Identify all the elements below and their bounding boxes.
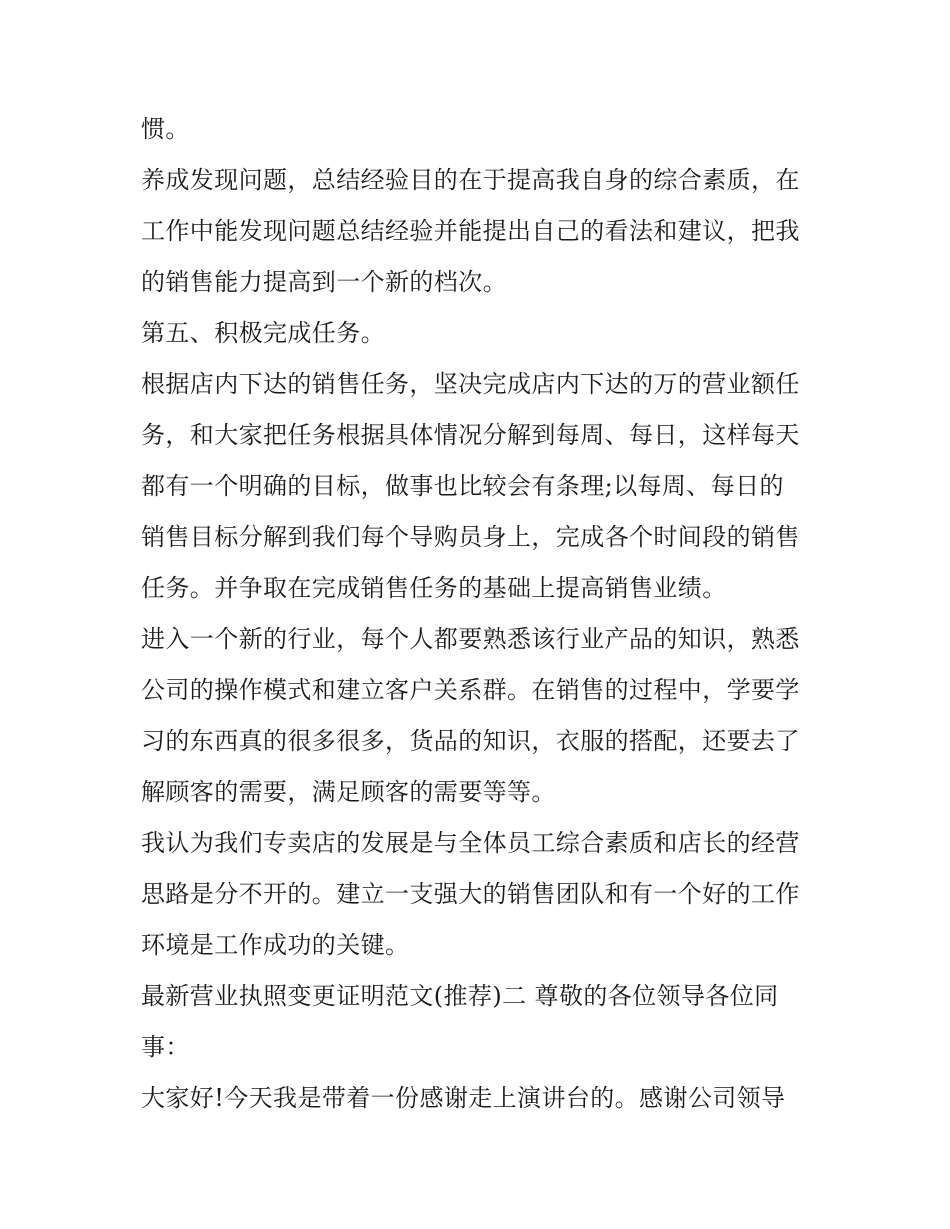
text-line: 习的东西真的很多很多，货品的知识，衣服的搭配，还要去了	[141, 727, 800, 755]
text-line: 思路是分不开的。建立一支强大的销售团队和有一个好的工作	[141, 880, 800, 908]
document-body	[141, 104, 821, 1124]
text-line: 大家好!今天我是带着一份感谢走上演讲台的。感谢公司领导	[141, 1084, 786, 1112]
text-line: 环境是工作成功的关键。	[141, 931, 410, 959]
text-line: 进入一个新的行业，每个人都要熟悉该行业产品的知识，熟悉	[141, 625, 800, 653]
text-line: 销售目标分解到我们每个导购员身上，完成各个时间段的销售	[141, 523, 800, 551]
text-line: 养成发现问题，总结经验目的在于提高我自身的综合素质，在	[141, 166, 800, 194]
text-line: 惯。	[141, 115, 190, 143]
text-line: 公司的操作模式和建立客户关系群。在销售的过程中，学要学	[141, 676, 800, 704]
text-line: 最新营业执照变更证明范文(推荐)二 尊敬的各位领导各位同	[141, 982, 779, 1010]
text-line: 事：	[141, 1033, 190, 1061]
text-line: 工作中能发现问题总结经验并能提出自己的看法和建议，把我	[141, 217, 800, 245]
text-line: 解顾客的需要，满足顾客的需要等等。	[141, 778, 556, 806]
section-heading: 第五、积极完成任务。	[141, 319, 385, 347]
text-line: 的销售能力提高到一个新的档次。	[141, 268, 507, 296]
text-line: 根据店内下达的销售任务，坚决完成店内下达的万的营业额任	[141, 370, 800, 398]
text-line: 都有一个明确的目标，做事也比较会有条理;以每周、每日的	[141, 472, 784, 500]
text-line: 我认为我们专卖店的发展是与全体员工综合素质和店长的经营	[141, 829, 800, 857]
text-line: 任务。并争取在完成销售任务的基础上提高销售业绩。	[141, 574, 727, 602]
text-line: 务，和大家把任务根据具体情况分解到每周、每日，这样每天	[141, 421, 800, 449]
